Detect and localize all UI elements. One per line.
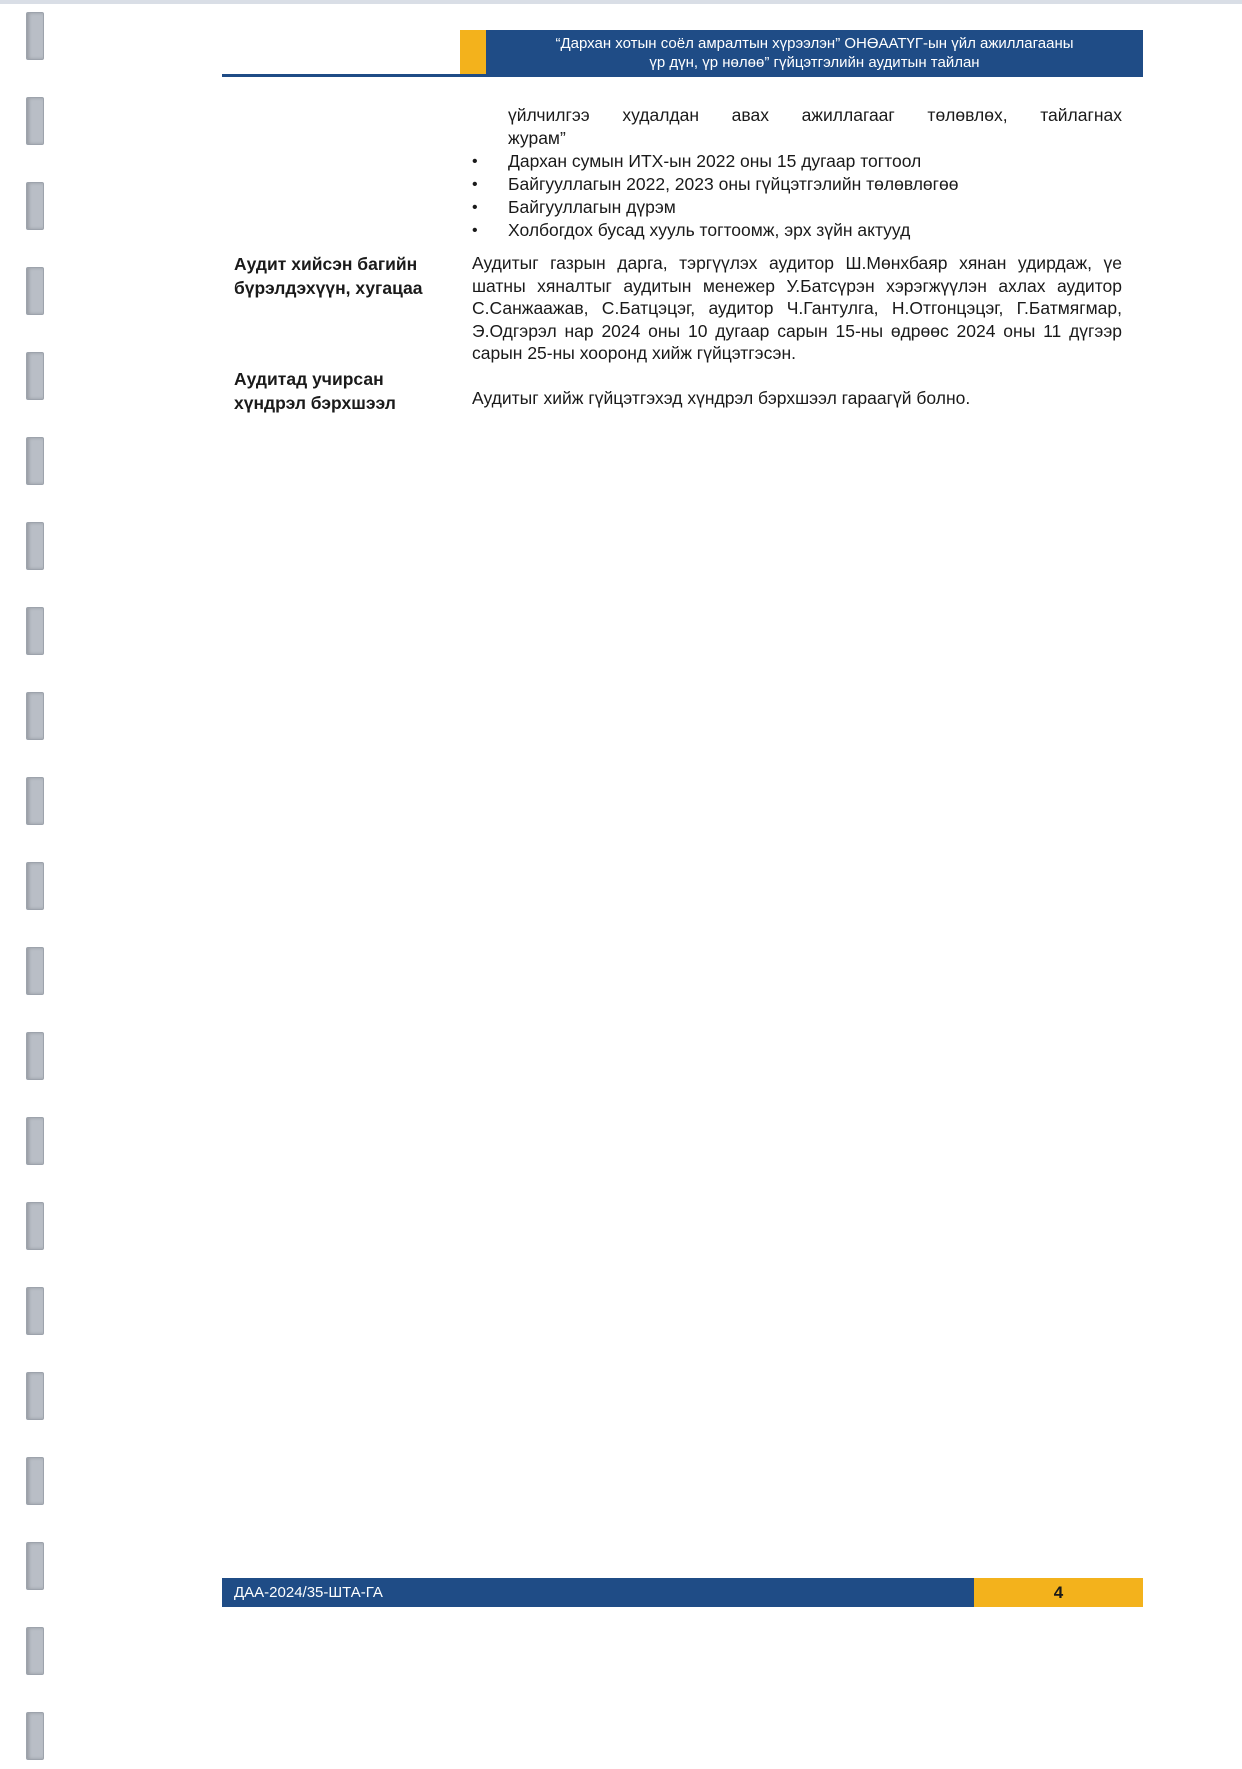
- binding-hole: [26, 1542, 44, 1590]
- list-item: • Байгууллагын дүрэм: [472, 196, 1122, 219]
- binding-hole: [26, 1372, 44, 1420]
- difficulties-row: [222, 367, 1122, 415]
- team-label-line1: Аудит хийсэн багийн: [234, 254, 418, 274]
- header-title-line2: үр дүн, үр нөлөө” гүйцэтгэлийн аудитын тайлан: [649, 53, 980, 71]
- binding-hole: [26, 1457, 44, 1505]
- binding-hole: [26, 97, 44, 145]
- header-rule: [222, 74, 1143, 77]
- difficulties-label-line1: Аудитад учирсан: [234, 368, 384, 389]
- header-title-box: [486, 30, 1143, 75]
- page-footer: [222, 1578, 1143, 1607]
- list-item: • Дархан сумын ИТХ-ын 2022 оны 15 дугаар тогтоол: [472, 150, 1122, 173]
- header-title-line1: “Дархан хотын соёл амралтын хүрээлэн” ОНӨААТҮГ-ын үйл ажиллагааны: [555, 34, 1074, 52]
- difficulties-text: Аудитыг хийж гүйцэтгэхэд хүндрэл бэрхшээл гараагүй болно.: [472, 387, 971, 408]
- difficulties-label: [222, 367, 472, 415]
- page-top-edge: [0, 0, 1242, 4]
- binding-hole: [26, 437, 44, 485]
- binding-hole: [26, 777, 44, 825]
- binding-hole: [26, 947, 44, 995]
- binding-hole: [26, 1287, 44, 1335]
- list-item: • Холбогдох бусад хууль тогтоомж, эрх зүйн актууд: [472, 219, 1122, 242]
- binding-hole: [26, 522, 44, 570]
- team-text: Аудитыг газрын дарга, тэргүүлэх аудитор Ш.Мөнхбаяр хянан удирдаж, үе шатны хяналтыг аудитын менежер У.Батсүрэн хэрэгжүүлэн ахлах аудитор С.Санжаажав, С.Батцэцэг, аудитор Ч.Гантулга, Н.Отгонцэцэг, Г.Батмягмар, Э.Одгэрэл нар 2024 оны 10 дугаар сарын 15-ны өдрөөс 2024 оны 11 дүгээр сарын 25-ны хооронд хийж гүйцэтгэсэн.: [472, 253, 1122, 363]
- binding-hole: [26, 607, 44, 655]
- list-item: • Байгууллагын 2022, 2023 оны гүйцэтгэлийн төлөвлөгөө: [472, 173, 1122, 196]
- binding-hole: [26, 692, 44, 740]
- binding-hole: [26, 267, 44, 315]
- sources-list: [472, 104, 1122, 242]
- continuation-line1: үйлчилгээ худалдан авах ажиллагааг төлөвлөх, тайлагнах: [508, 105, 1122, 125]
- binding-hole: [26, 1202, 44, 1250]
- team-row: [222, 252, 1122, 365]
- binding-hole: [26, 1712, 44, 1760]
- footer-document-code: ДАА-2024/35-ШТА-ГА: [222, 1578, 974, 1607]
- list-item-continuation: [472, 104, 1122, 150]
- binding-hole: [26, 182, 44, 230]
- binding-holes: [26, 0, 48, 1769]
- binding-hole: [26, 12, 44, 60]
- continuation-line2: журам”: [508, 128, 566, 148]
- binding-hole: [26, 1117, 44, 1165]
- binding-hole: [26, 1627, 44, 1675]
- binding-hole: [26, 352, 44, 400]
- team-label: [222, 252, 472, 365]
- page-content: [222, 104, 1122, 415]
- header-accent-block: [460, 30, 486, 75]
- page-header: [222, 30, 1143, 76]
- binding-hole: [26, 1032, 44, 1080]
- binding-hole: [26, 862, 44, 910]
- team-label-line2: бүрэлдэхүүн, хугацаа: [234, 278, 423, 298]
- page-number: 4: [974, 1578, 1143, 1607]
- difficulties-label-line2: хүндрэл бэрхшээл: [234, 392, 396, 413]
